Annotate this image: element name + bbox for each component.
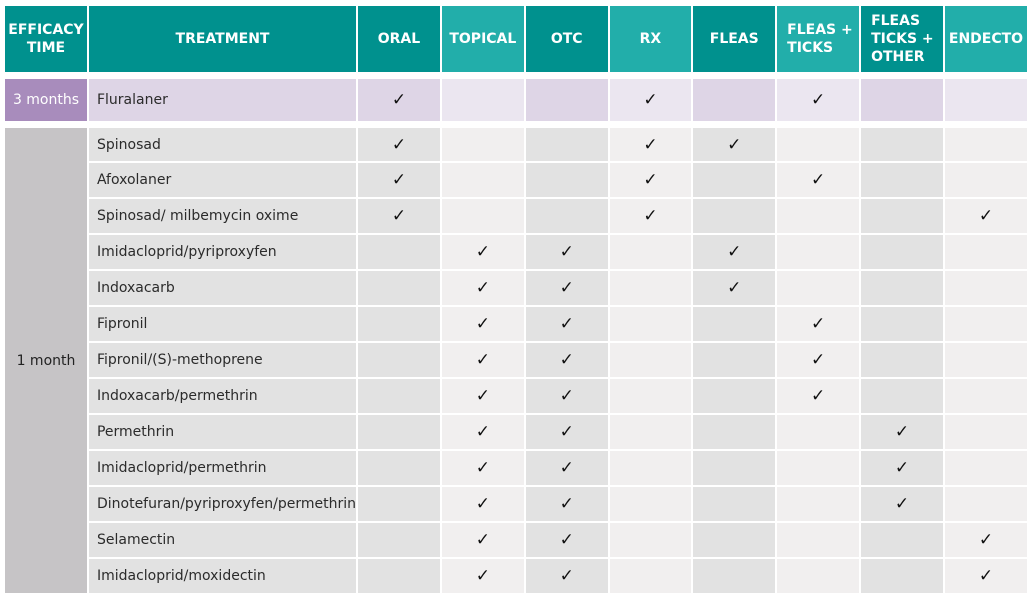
cell-otc	[526, 79, 608, 121]
cell-oral	[358, 559, 440, 593]
spacer-row	[5, 123, 1027, 126]
cell-fleas-ticks-other	[861, 199, 943, 233]
cell-fleas-ticks	[777, 199, 859, 233]
checkmark-icon: ✓	[559, 458, 574, 478]
cell-topical	[442, 199, 524, 233]
checkmark-icon: ✓	[391, 90, 407, 110]
cell-fleas	[693, 559, 775, 593]
cell-fleas-ticks	[777, 163, 859, 197]
table-row	[5, 559, 1027, 593]
checkmark-icon: ✓	[391, 170, 407, 190]
spacer	[5, 123, 1027, 126]
cell-topical	[442, 559, 524, 593]
cell-fleas	[693, 487, 775, 521]
cell-endecto	[945, 487, 1027, 521]
cell-otc	[526, 271, 608, 305]
checkmark-icon: ✓	[475, 386, 490, 406]
treatment-name: Dinotefuran/pyriproxyfen/permethrin	[89, 487, 356, 521]
cell-oral	[358, 271, 440, 305]
checkmark-icon: ✓	[475, 278, 490, 298]
treatment-name: Spinosad/ milbemycin oxime	[89, 199, 356, 233]
cell-oral	[358, 199, 440, 233]
cell-fleas-ticks-other	[861, 523, 943, 557]
checkmark-icon: ✓	[643, 206, 658, 226]
cell-endecto	[945, 379, 1027, 413]
checkmark-icon: ✓	[810, 170, 826, 190]
cell-fleas-ticks-other	[861, 487, 943, 521]
table-row	[5, 523, 1027, 557]
cell-endecto	[945, 415, 1027, 449]
table-row	[5, 128, 1027, 161]
cell-rx	[610, 559, 692, 593]
cell-fleas	[693, 235, 775, 269]
cell-topical	[442, 523, 524, 557]
cell-rx	[610, 523, 692, 557]
header-fleas-ticks-other: FLEAS TICKS + OTHER	[861, 6, 943, 72]
treatment-name: Imidacloprid/pyriproxyfen	[89, 235, 356, 269]
cell-rx	[610, 451, 692, 485]
cell-endecto	[945, 343, 1027, 377]
cell-fleas	[693, 451, 775, 485]
cell-fleas	[693, 163, 775, 197]
cell-topical	[442, 271, 524, 305]
cell-fleas	[693, 199, 775, 233]
table-row	[5, 79, 1027, 121]
checkmark-icon: ✓	[727, 134, 742, 155]
cell-fleas	[693, 379, 775, 413]
checkmark-icon: ✓	[391, 134, 407, 155]
checkmark-icon: ✓	[894, 494, 910, 514]
cell-fleas-ticks	[777, 451, 859, 485]
treatment-name: Fluralaner	[89, 79, 356, 121]
cell-fleas-ticks-other	[861, 79, 943, 121]
cell-oral	[358, 523, 440, 557]
cell-endecto	[945, 451, 1027, 485]
cell-otc	[526, 199, 608, 233]
checkmark-icon: ✓	[475, 350, 490, 370]
treatment-name: Selamectin	[89, 523, 356, 557]
header-treatment: TREATMENT	[89, 6, 356, 72]
checkmark-icon: ✓	[810, 386, 826, 406]
cell-otc	[526, 307, 608, 341]
cell-fleas-ticks	[777, 307, 859, 341]
cell-otc	[526, 343, 608, 377]
spacer-row	[5, 74, 1027, 77]
header-row	[5, 6, 1027, 72]
cell-fleas-ticks-other	[861, 559, 943, 593]
checkmark-icon: ✓	[391, 206, 407, 226]
checkmark-icon: ✓	[643, 90, 658, 110]
cell-topical	[442, 235, 524, 269]
cell-endecto	[945, 307, 1027, 341]
checkmark-icon: ✓	[559, 278, 574, 298]
cell-fleas-ticks	[777, 271, 859, 305]
checkmark-icon: ✓	[727, 278, 742, 298]
cell-fleas-ticks	[777, 343, 859, 377]
checkmark-icon: ✓	[810, 90, 826, 110]
table-row	[5, 379, 1027, 413]
treatment-name: Fipronil/(S)-methoprene	[89, 343, 356, 377]
cell-fleas	[693, 307, 775, 341]
table-row	[5, 235, 1027, 269]
cell-endecto	[945, 128, 1027, 161]
checkmark-icon: ✓	[559, 422, 574, 442]
cell-fleas-ticks	[777, 235, 859, 269]
efficacy-table	[3, 4, 1029, 595]
cell-fleas	[693, 128, 775, 161]
cell-fleas-ticks-other	[861, 235, 943, 269]
efficacy-time-cell: 1 month	[5, 128, 87, 593]
checkmark-icon: ✓	[810, 314, 826, 334]
cell-rx	[610, 487, 692, 521]
cell-rx	[610, 128, 692, 161]
cell-otc	[526, 523, 608, 557]
cell-topical	[442, 415, 524, 449]
header-efficacy-time: EFFICACY TIME	[5, 6, 87, 72]
cell-fleas-ticks	[777, 128, 859, 161]
cell-oral	[358, 163, 440, 197]
cell-fleas-ticks	[777, 487, 859, 521]
checkmark-icon: ✓	[559, 314, 574, 334]
cell-oral	[358, 307, 440, 341]
header-topical: TOPICAL	[442, 6, 524, 72]
checkmark-icon: ✓	[727, 242, 742, 262]
table-row	[5, 487, 1027, 521]
cell-fleas-ticks	[777, 523, 859, 557]
checkmark-icon: ✓	[475, 566, 490, 586]
cell-fleas-ticks	[777, 79, 859, 121]
checkmark-icon: ✓	[894, 422, 910, 442]
checkmark-icon: ✓	[978, 566, 994, 586]
treatment-name: Fipronil	[89, 307, 356, 341]
cell-fleas	[693, 271, 775, 305]
cell-fleas	[693, 79, 775, 121]
cell-rx	[610, 379, 692, 413]
cell-otc	[526, 163, 608, 197]
cell-rx	[610, 235, 692, 269]
treatment-name: Spinosad	[89, 128, 356, 161]
treatment-name: Afoxolaner	[89, 163, 356, 197]
cell-rx	[610, 343, 692, 377]
cell-endecto	[945, 523, 1027, 557]
checkmark-icon: ✓	[559, 350, 574, 370]
treatment-name: Imidacloprid/permethrin	[89, 451, 356, 485]
cell-topical	[442, 79, 524, 121]
cell-topical	[442, 379, 524, 413]
checkmark-icon: ✓	[559, 530, 574, 550]
table-row	[5, 307, 1027, 341]
checkmark-icon: ✓	[643, 134, 658, 155]
table-row	[5, 271, 1027, 305]
cell-fleas-ticks	[777, 559, 859, 593]
cell-oral	[358, 128, 440, 161]
checkmark-icon: ✓	[559, 566, 574, 586]
cell-endecto	[945, 79, 1027, 121]
checkmark-icon: ✓	[475, 458, 490, 478]
cell-otc	[526, 415, 608, 449]
cell-fleas-ticks-other	[861, 163, 943, 197]
header-otc: OTC	[526, 6, 608, 72]
checkmark-icon: ✓	[643, 170, 658, 190]
cell-endecto	[945, 271, 1027, 305]
cell-rx	[610, 163, 692, 197]
cell-oral	[358, 415, 440, 449]
checkmark-icon: ✓	[475, 314, 490, 334]
cell-oral	[358, 235, 440, 269]
checkmark-icon: ✓	[475, 494, 490, 514]
table-row	[5, 163, 1027, 197]
cell-topical	[442, 128, 524, 161]
cell-topical	[442, 451, 524, 485]
cell-otc	[526, 235, 608, 269]
cell-topical	[442, 163, 524, 197]
cell-fleas	[693, 415, 775, 449]
checkmark-icon: ✓	[475, 530, 490, 550]
cell-rx	[610, 307, 692, 341]
cell-endecto	[945, 559, 1027, 593]
cell-fleas-ticks-other	[861, 128, 943, 161]
cell-fleas	[693, 523, 775, 557]
cell-oral	[358, 343, 440, 377]
table-row	[5, 415, 1027, 449]
cell-fleas-ticks	[777, 379, 859, 413]
treatment-name: Imidacloprid/moxidectin	[89, 559, 356, 593]
checkmark-icon: ✓	[559, 386, 574, 406]
cell-oral	[358, 379, 440, 413]
cell-oral	[358, 451, 440, 485]
table-row	[5, 343, 1027, 377]
cell-endecto	[945, 235, 1027, 269]
cell-topical	[442, 343, 524, 377]
checkmark-icon: ✓	[894, 458, 910, 478]
cell-endecto	[945, 199, 1027, 233]
table-row	[5, 199, 1027, 233]
cell-fleas-ticks-other	[861, 379, 943, 413]
cell-rx	[610, 199, 692, 233]
checkmark-icon: ✓	[559, 242, 574, 262]
cell-fleas-ticks-other	[861, 307, 943, 341]
checkmark-icon: ✓	[559, 494, 574, 514]
cell-endecto	[945, 163, 1027, 197]
cell-otc	[526, 128, 608, 161]
treatment-name: Indoxacarb	[89, 271, 356, 305]
cell-otc	[526, 487, 608, 521]
cell-fleas-ticks-other	[861, 451, 943, 485]
efficacy-time-cell: 3 months	[5, 79, 87, 121]
cell-rx	[610, 271, 692, 305]
cell-fleas-ticks-other	[861, 343, 943, 377]
cell-oral	[358, 487, 440, 521]
header-oral: ORAL	[358, 6, 440, 72]
spacer	[5, 74, 1027, 77]
table-row	[5, 451, 1027, 485]
cell-otc	[526, 379, 608, 413]
header-fleas-ticks: FLEAS + TICKS	[777, 6, 859, 72]
header-endecto: ENDECTO	[945, 6, 1027, 72]
treatment-name: Indoxacarb/permethrin	[89, 379, 356, 413]
cell-topical	[442, 487, 524, 521]
checkmark-icon: ✓	[475, 422, 490, 442]
cell-fleas-ticks	[777, 415, 859, 449]
cell-otc	[526, 559, 608, 593]
cell-fleas-ticks-other	[861, 271, 943, 305]
checkmark-icon: ✓	[978, 206, 994, 226]
cell-rx	[610, 415, 692, 449]
checkmark-icon: ✓	[475, 242, 490, 262]
header-rx: RX	[610, 6, 692, 72]
cell-oral	[358, 79, 440, 121]
treatment-name: Permethrin	[89, 415, 356, 449]
cell-fleas-ticks-other	[861, 415, 943, 449]
cell-otc	[526, 451, 608, 485]
cell-topical	[442, 307, 524, 341]
cell-fleas	[693, 343, 775, 377]
checkmark-icon: ✓	[978, 530, 994, 550]
cell-rx	[610, 79, 692, 121]
checkmark-icon: ✓	[810, 350, 826, 370]
header-fleas: FLEAS	[693, 6, 775, 72]
